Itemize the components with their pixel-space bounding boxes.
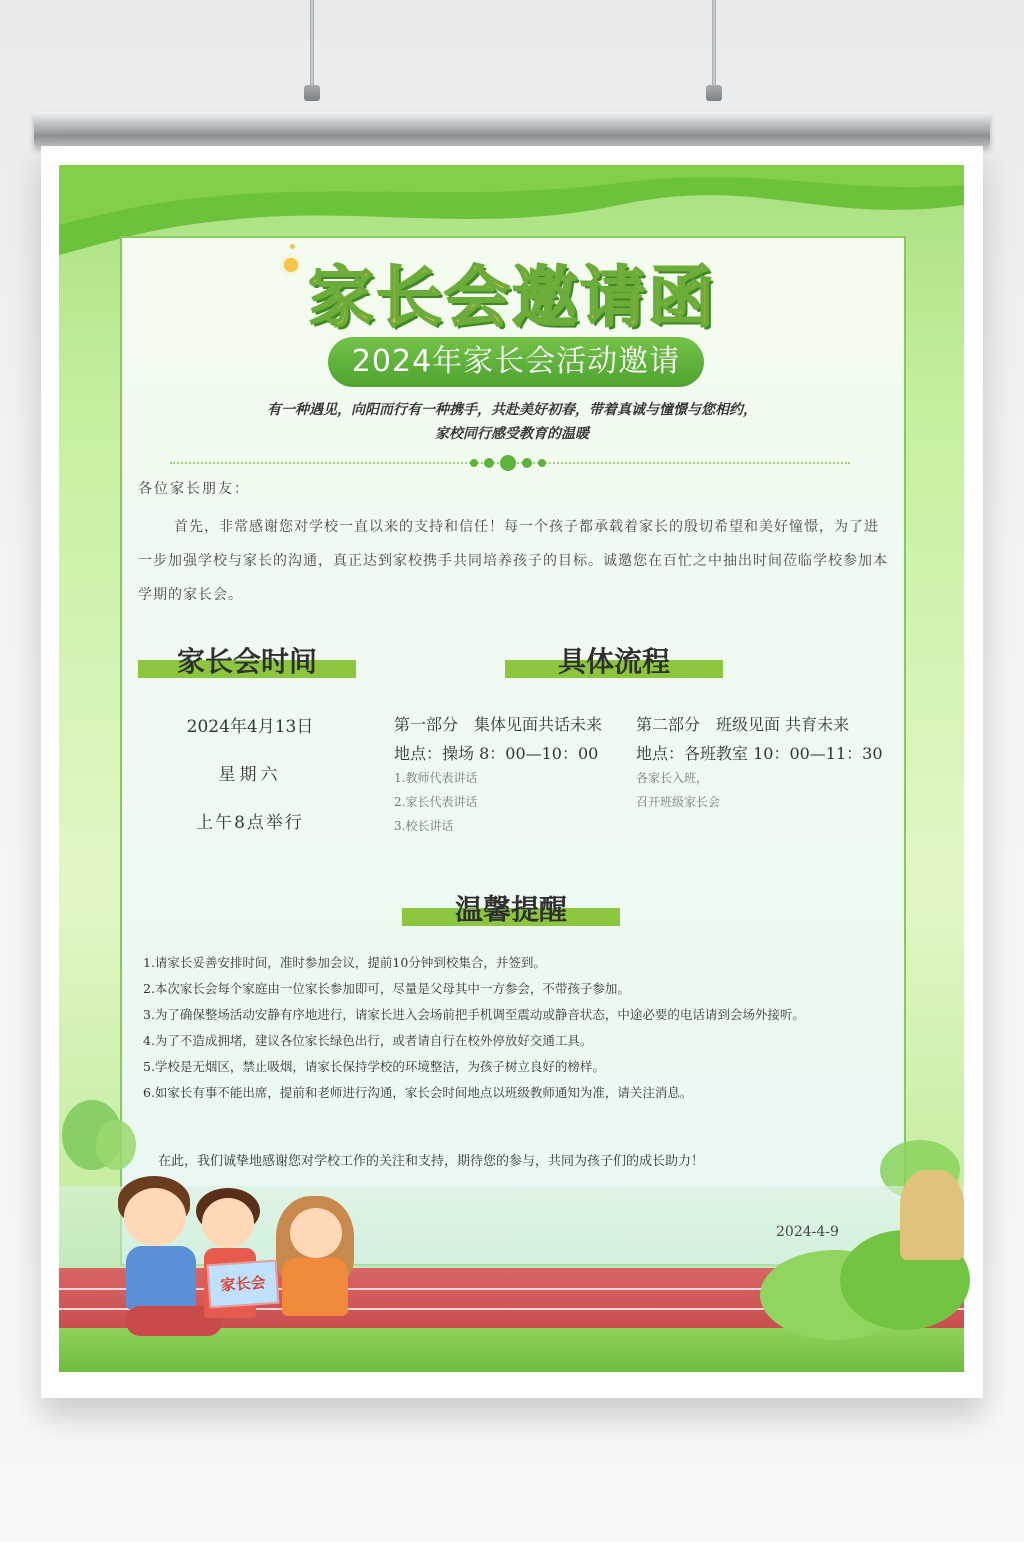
signed-date: 2024-4-9 xyxy=(776,1224,839,1240)
time-heading: 家长会时间 xyxy=(176,645,317,678)
meeting-date: 2024年4月13日 xyxy=(186,717,314,737)
tree-icon xyxy=(96,1120,136,1170)
tip-item: 4.为了不造成拥堵，建议各位家长绿色出行，或者请自行在校外停放好交通工具。 xyxy=(143,1033,593,1048)
part1-title: 第一部分 集体见面共话未来 xyxy=(394,715,603,734)
closing-text: 在此，我们诚挚地感谢您对学校工作的关注和支持，期待您的参与，共同为孩子们的成长助力！ xyxy=(158,1154,705,1169)
hanging-cord-left xyxy=(310,0,314,95)
greeting: 各位家长朋友： xyxy=(138,481,250,497)
process-heading: 具体流程 xyxy=(557,645,670,678)
list-item: 3.校长讲话 xyxy=(394,819,454,833)
meeting-time: 上午8点举行 xyxy=(196,813,304,833)
poster-title: 家长会邀请函 xyxy=(308,258,716,336)
wheat-icon xyxy=(900,1170,964,1260)
tip-item: 5.学校是无烟区，禁止吸烟，请家长保持学校的环境整洁，为孩子树立良好的榜样。 xyxy=(143,1059,605,1074)
intro-line-2: 家校同行感受教育的温暖 xyxy=(435,426,589,442)
divider-dots-icon xyxy=(468,454,558,472)
letter-body: 首先，非常感谢您对学校一直以来的支持和信任！每一个孩子都承载着家长的殷切希望和美好憧憬，为了进一步加强学校与家长的沟通，真正达到家校携手共同培养孩子的目标。诚邀您在百忙之中抽出时间莅临学校参加本学期的家长会。 xyxy=(138,519,888,603)
intro-line-1: 有一种遇见，向阳而行有一种携手，共赴美好初春，带着真诚与憧憬与您相约， xyxy=(267,402,757,418)
tips-heading: 温馨提醒 xyxy=(454,893,567,926)
parent-meeting-sign: 家长会 xyxy=(207,1260,280,1309)
poster-rail xyxy=(34,112,990,146)
meeting-weekday: 星期六 xyxy=(218,765,282,785)
list-item: 2.家长代表讲话 xyxy=(394,795,478,809)
part1-items xyxy=(394,766,477,838)
tip-item: 6.如家长有事不能出席，提前和老师进行沟通，家长会时间地点以班级教师通知为准，请关注消息。 xyxy=(143,1085,693,1100)
part2-items xyxy=(636,766,720,814)
part2-title: 第二部分 班级见面 共育未来 xyxy=(636,715,850,734)
list-item: 召开班级家长会 xyxy=(636,795,721,809)
tip-item: 3.为了确保整场活动安静有序地进行，请家长进入会场前把手机调至震动或静音状态，中途必要的电话请到会场外接听。 xyxy=(143,1007,805,1022)
tips-list xyxy=(143,950,893,1106)
subtitle-pill: 2024年家长会活动邀请 xyxy=(328,337,704,387)
list-item: 各家长入班， xyxy=(636,771,709,785)
list-item: 1.教师代表讲话 xyxy=(394,771,478,785)
tip-item: 2.本次家长会每个家庭由一位家长参加即可，尽量是父母其中一方参会，不带孩子参加。 xyxy=(143,981,630,996)
part1-location: 地点：操场 8：00—10：00 xyxy=(394,744,599,763)
part2-location: 地点：各班教室 10：00—11：30 xyxy=(636,744,883,763)
tip-item: 1.请家长妥善安排时间，准时参加会议，提前10分钟到校集合，并签到。 xyxy=(143,955,546,970)
hanging-cord-right xyxy=(712,0,716,95)
